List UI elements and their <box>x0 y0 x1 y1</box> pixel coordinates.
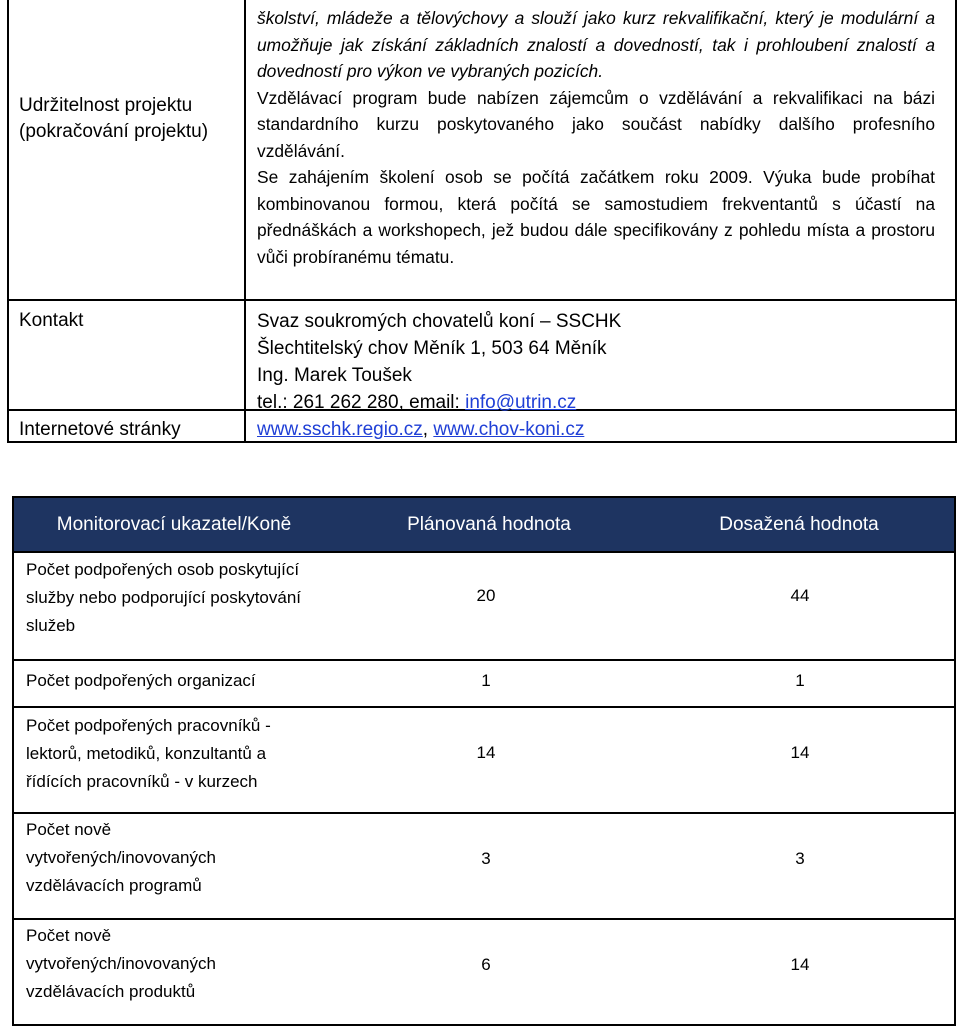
row-achieved-value: 3 <box>795 849 805 868</box>
project-info-table <box>7 0 957 443</box>
sustainability-description <box>257 5 935 270</box>
contact-organization: Svaz soukromých chovatelů koní – SSCHK <box>257 311 622 332</box>
monitoring-table-header <box>14 498 954 551</box>
table-row <box>14 812 954 918</box>
contact-details <box>257 308 621 416</box>
column-divider <box>244 0 246 443</box>
row-achieved-value: 14 <box>790 955 810 974</box>
contact-phone: tel.: 261 262 280, email: <box>257 392 466 413</box>
header-indicator: Monitorovací ukazatel/Koně <box>56 514 292 535</box>
row-planned-value: 20 <box>476 586 496 605</box>
contact-person: Ing. Marek Toušek <box>257 365 412 386</box>
row-planned-value: 14 <box>476 743 496 762</box>
row-indicator-name: Počet nově vytvořených/inovovaných vzdělávacích produktů <box>26 926 216 1001</box>
table-row <box>14 918 954 1024</box>
website-link-sschk[interactable]: www.sschk.regio.cz <box>257 419 423 440</box>
row-achieved-value: 1 <box>795 671 805 690</box>
row-indicator-name: Počet podpořených organizací <box>26 671 256 690</box>
website-link-chov-koni[interactable]: www.chov-koni.cz <box>433 419 585 440</box>
row-planned-value: 3 <box>481 849 491 868</box>
row-achieved-value: 44 <box>790 586 810 605</box>
contact-address: Šlechtitelský chov Měník 1, 503 64 Měník <box>257 338 607 359</box>
row-planned-value: 6 <box>481 955 491 974</box>
web-links <box>257 417 584 443</box>
table-row <box>14 551 954 659</box>
monitoring-table <box>12 496 956 1026</box>
row-indicator-name: Počet nově vytvořených/inovovaných vzdělávacích programů <box>26 820 216 895</box>
web-separator: , <box>422 419 434 440</box>
table-border-left <box>7 0 9 443</box>
email-link[interactable]: info@utrin.cz <box>465 392 577 413</box>
row-planned-value: 1 <box>481 671 491 690</box>
header-achieved: Dosažená hodnota <box>719 514 879 535</box>
sustainability-paragraph-2: Vzdělávací program bude nabízen zájemcům o vzdělávání a rekvalifikaci na bázi standardního kurzu poskytovaného jako součást nabídky dalšího profesního vzdělávání. <box>257 87 935 161</box>
row-indicator-name: Počet podpořených pracovníků - lektorů, metodiků, konzultantů a řídících pracovníků - v kurzech <box>26 716 271 791</box>
row-divider-contact <box>7 299 957 301</box>
row-achieved-value: 14 <box>790 743 810 762</box>
table-border-right <box>955 0 957 443</box>
table-row <box>14 659 954 706</box>
header-planned: Plánovaná hodnota <box>407 514 571 535</box>
sustainability-paragraph-1: školství, mládeže a tělovýchovy a slouží jako kurz rekvalifikační, který je modulární a umožňuje jak získání základních znalostí a dovedností, tak i prohloubení znalostí a dovedností pro výkon ve vybraných pozicích. <box>257 8 935 81</box>
contact-phone-line <box>257 389 621 416</box>
row-indicator-name: Počet podpořených osob poskytující služby nebo podporující poskytování služeb <box>26 560 302 635</box>
contact-label: Kontakt <box>19 310 84 331</box>
sustainability-label: Udržitelnost projektu (pokračování projektu) <box>19 95 209 142</box>
sustainability-paragraph-3: Se zahájením školení osob se počítá začátkem roku 2009. Výuka bude probíhat kombinovanou formou, která počítá se samostudiem frekventantů s účastí na přednáškách a workshopech, jež budou dále specifikovány z pohledu místa a prostoru vůči probíranému tématu. <box>257 167 935 267</box>
web-label: Internetové stránky <box>19 419 181 440</box>
table-row <box>14 706 954 812</box>
